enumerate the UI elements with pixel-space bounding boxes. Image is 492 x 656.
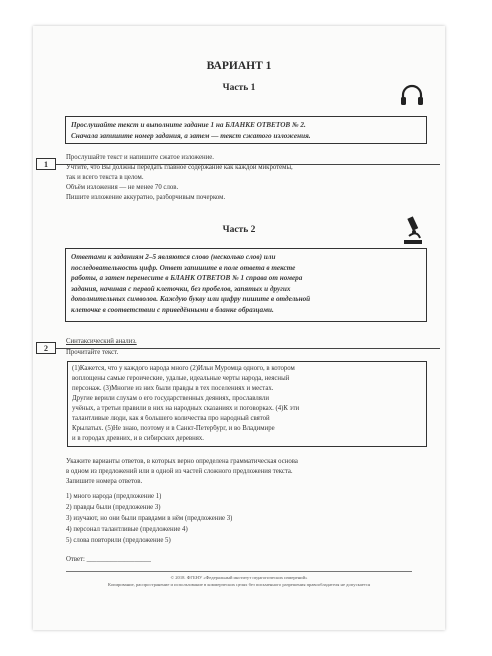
part1-instruction-box bbox=[65, 116, 427, 144]
headphones-icon bbox=[399, 82, 425, 108]
part2-instruction-line: дополнительных символов. Каждую букву или цифру пишите в отдельной bbox=[71, 295, 311, 303]
part2-instruction-line: Ответами к заданиям 2–5 являются слово (несколько слов) или bbox=[71, 253, 276, 261]
source-text-line: Другие верили слухам о его государственных деяниях, прославляли bbox=[72, 395, 269, 402]
answer-option: 5) слова повторили (предложение 5) bbox=[66, 537, 171, 544]
answer-option: 3) изучают, но они были правдами в нём (предложение 3) bbox=[66, 515, 233, 522]
footer-copyright: © 2018. ФГБНУ «Федеральный институт педагогических измерений» bbox=[170, 575, 308, 580]
question-line: в одном из предложений или в одной из частей сложного предложения текста. bbox=[66, 468, 293, 475]
microscope-icon bbox=[401, 216, 425, 246]
task-1-number: 1 bbox=[36, 158, 56, 170]
source-text-line: персонаж. (3)Многие из них были правды в тех поселениях и местах. bbox=[72, 385, 274, 392]
part2-instruction-line: клеточке в соответствии с приведёнными в бланке образцами. bbox=[71, 305, 274, 314]
source-text-line: и в городах древних, и в сибирских деревнях. bbox=[72, 435, 204, 442]
answer-option: 1) много народа (предложение 1) bbox=[66, 493, 162, 500]
answer-option: 4) персонал талантливые (предложение 4) bbox=[66, 526, 188, 533]
part1-instruction-line: Сначала запишите номер задания, а затем — текст сжатого изложения. bbox=[71, 131, 311, 140]
part2-instruction-box bbox=[65, 248, 427, 322]
source-text-line: талантливые люди, как я большего количества про народный святой bbox=[72, 415, 270, 422]
question-line: Укажите варианты ответов, в которых верно определена грамматическая основа bbox=[66, 458, 298, 465]
task-1-line: Пишите изложение аккуратно, разборчивым почерком. bbox=[66, 194, 226, 201]
answer-field[interactable]: Ответ: ___________________ bbox=[66, 556, 152, 563]
source-text-line: воплощены самые героические, удалые, идеальные черты народа, неясный bbox=[72, 375, 290, 382]
task-1-line: Объём изложения — не менее 70 слов. bbox=[66, 184, 179, 191]
variant-title: ВАРИАНТ 1 bbox=[206, 60, 272, 72]
task-2-number: 2 bbox=[36, 342, 56, 354]
part1-title: Часть 1 bbox=[222, 83, 256, 93]
part2-title: Часть 2 bbox=[222, 225, 256, 235]
answer-option: 2) правды были (предложение 3) bbox=[66, 504, 161, 511]
part2-instruction-line: задания, начиная с первой клеточки, без пробелов, запятых и других bbox=[71, 284, 291, 293]
task-2-read: Прочитайте текст. bbox=[66, 349, 119, 356]
source-text-line: (1)Кажется, что у каждого народа много (2)Ильи Муромца одного, в котором bbox=[72, 365, 295, 372]
part1-instruction-line: Прослушайте текст и выполните задание 1 на БЛАНКЕ ОТВЕТОВ № 2. bbox=[71, 121, 306, 129]
footer-notice: Копирование, распространение и использование в коммерческих целях без письменного разрешения правообладателя не допускается bbox=[107, 582, 371, 587]
source-text-line: учёных, а третьи правили в них на народных сказаниях и поговорках. (4)К эти bbox=[72, 405, 300, 412]
task-1-line: Прослушайте текст и напишите сжатое изложение. bbox=[66, 154, 214, 161]
task-1-line: Учтите, что Вы должны передать главное содержание как каждой микротемы, bbox=[66, 164, 293, 171]
task-1-line: так и всего текста в целом. bbox=[66, 174, 144, 181]
part2-instruction-line: работы, а затем перенесите в БЛАНК ОТВЕТОВ № 1 справа от номера bbox=[71, 274, 303, 282]
footer-divider bbox=[66, 571, 412, 572]
source-text-line: Крылатых. (5)Не знаю, поэтому и в Санкт-Петербург, и во Владимире bbox=[72, 425, 275, 432]
source-text-box bbox=[67, 361, 427, 447]
task-2-title: Синтаксический анализ. bbox=[66, 338, 137, 345]
exam-page bbox=[33, 26, 445, 630]
part2-instruction-line: последовательность цифр. Ответ запишите в поле ответа в тексте bbox=[71, 263, 296, 272]
question-line: Запишите номера ответов. bbox=[66, 478, 143, 485]
